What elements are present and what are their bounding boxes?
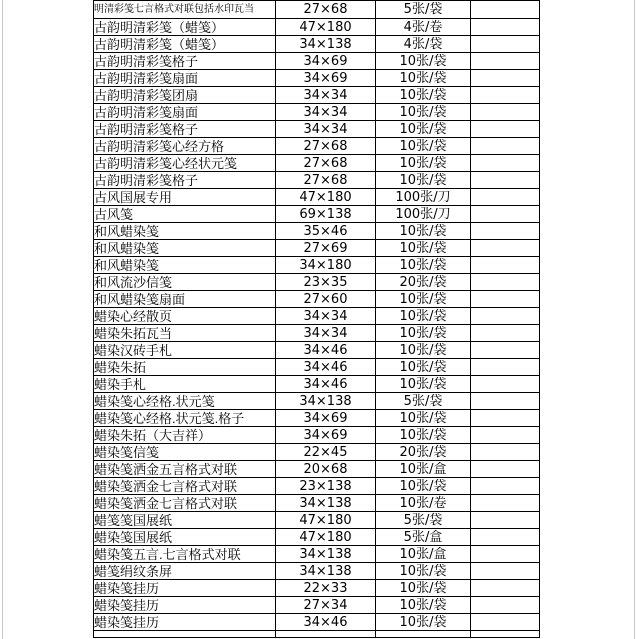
pack-quantity-cell[interactable]: 10张/袋 <box>376 155 471 172</box>
product-name-cell[interactable]: 古韵明清彩笺（蜡笺） <box>94 19 276 36</box>
empty-cell[interactable] <box>471 1 540 19</box>
empty-cell[interactable] <box>471 308 540 325</box>
page-edge-right <box>634 0 635 639</box>
pack-quantity-cell[interactable]: 10张/袋 <box>376 104 471 121</box>
empty-cell[interactable] <box>471 342 540 359</box>
size-cell[interactable]: 27×68 <box>276 1 376 19</box>
size-cell[interactable]: 22×45 <box>276 444 376 461</box>
pack-quantity-cell[interactable]: 5张/袋 <box>376 393 471 410</box>
product-name-cell[interactable]: 蜡染笺国展纸 <box>94 529 276 546</box>
size-cell[interactable]: 34×69 <box>276 410 376 427</box>
pack-quantity-cell[interactable]: 10张/卷 <box>376 495 471 512</box>
table-row <box>94 223 540 240</box>
pack-quantity-cell[interactable]: 10张/袋 <box>376 359 471 376</box>
pack-quantity-cell[interactable]: 10张/袋 <box>376 87 471 104</box>
size-cell[interactable]: 34×138 <box>276 546 376 563</box>
product-name-cell[interactable]: 古韵明清彩笺（蜡笺） <box>94 36 276 53</box>
size-cell[interactable]: 34×180 <box>276 257 376 274</box>
product-name-cell[interactable]: 古韵明清彩笺格子 <box>94 53 276 70</box>
table-row <box>94 529 540 546</box>
page-edge-left <box>2 0 3 639</box>
pack-quantity-cell[interactable]: 4张/袋 <box>376 36 471 53</box>
size-cell[interactable]: 35×46 <box>276 223 376 240</box>
pack-quantity-cell[interactable]: 10张/盒 <box>376 546 471 563</box>
product-name-cell[interactable]: 蜡染心经散页 <box>94 308 276 325</box>
pack-quantity-cell[interactable]: 10张/袋 <box>376 121 471 138</box>
product-name-cell[interactable]: 蜡染手札 <box>94 376 276 393</box>
table-row <box>94 291 540 308</box>
size-cell[interactable]: 69×138 <box>276 206 376 223</box>
table-row <box>94 274 540 291</box>
product-name-cell[interactable]: 蜡染笺挂历 <box>94 580 276 597</box>
empty-cell[interactable] <box>471 291 540 308</box>
empty-cell[interactable] <box>471 427 540 444</box>
empty-cell[interactable] <box>471 257 540 274</box>
table-row <box>94 87 540 104</box>
product-name-cell[interactable]: 蜡染笺洒金七言格式对联 <box>94 495 276 512</box>
table-row <box>94 495 540 512</box>
table-row <box>94 240 540 257</box>
empty-cell[interactable] <box>471 206 540 223</box>
size-cell[interactable]: 34×138 <box>276 393 376 410</box>
product-name-cell[interactable]: 古韵明清彩笺心经状元笺 <box>94 155 276 172</box>
product-name-cell[interactable]: 蜡染笺心经格.状元笺.格子 <box>94 410 276 427</box>
pack-quantity-cell[interactable]: 10张/袋 <box>376 376 471 393</box>
size-cell[interactable]: 47×180 <box>276 19 376 36</box>
pack-quantity-cell[interactable]: 10张/袋 <box>376 478 471 495</box>
size-cell[interactable]: 20×68 <box>276 461 376 478</box>
price-table <box>93 0 540 638</box>
pack-quantity-cell[interactable]: 10张/盒 <box>376 461 471 478</box>
empty-cell[interactable] <box>471 444 540 461</box>
table-row <box>94 155 540 172</box>
size-cell[interactable]: 34×69 <box>276 427 376 444</box>
pack-quantity-cell[interactable]: 10张/袋 <box>376 410 471 427</box>
pack-quantity-cell[interactable]: 10张/袋 <box>376 138 471 155</box>
product-name-cell[interactable]: 和风流沙信笺 <box>94 274 276 291</box>
empty-cell[interactable] <box>471 70 540 87</box>
pack-quantity-cell[interactable]: 100张/刀 <box>376 206 471 223</box>
empty-cell[interactable] <box>471 393 540 410</box>
table-row <box>94 563 540 580</box>
empty-cell[interactable] <box>471 529 540 546</box>
empty-cell[interactable] <box>471 36 540 53</box>
pack-quantity-cell[interactable]: 10张/袋 <box>376 308 471 325</box>
table-row <box>94 597 540 614</box>
pack-quantity-cell[interactable]: 10张/袋 <box>376 291 471 308</box>
pack-quantity-cell[interactable]: 10张/袋 <box>376 172 471 189</box>
table-row <box>94 19 540 36</box>
product-name-cell[interactable]: 蜡染朱拓（大吉祥） <box>94 427 276 444</box>
empty-cell[interactable] <box>471 478 540 495</box>
pack-quantity-cell[interactable]: 10张/袋 <box>376 597 471 614</box>
empty-cell[interactable] <box>471 359 540 376</box>
pack-quantity-cell[interactable]: 10张/袋 <box>376 580 471 597</box>
product-name-cell[interactable]: 古风国展专用 <box>94 189 276 206</box>
size-cell[interactable]: 34×69 <box>276 53 376 70</box>
empty-cell[interactable] <box>276 631 376 638</box>
table-row <box>94 342 540 359</box>
pack-quantity-cell[interactable]: 10张/袋 <box>376 223 471 240</box>
product-name-cell[interactable]: 和风蜡染笺 <box>94 240 276 257</box>
empty-cell[interactable] <box>471 104 540 121</box>
empty-cell[interactable] <box>376 631 471 638</box>
empty-cell[interactable] <box>471 410 540 427</box>
size-cell[interactable]: 34×46 <box>276 614 376 631</box>
size-cell[interactable]: 34×34 <box>276 104 376 121</box>
table-row <box>94 104 540 121</box>
size-cell[interactable]: 34×34 <box>276 325 376 342</box>
size-cell[interactable]: 47×180 <box>276 512 376 529</box>
pack-quantity-cell[interactable]: 10张/袋 <box>376 257 471 274</box>
size-cell[interactable]: 27×60 <box>276 291 376 308</box>
size-cell[interactable]: 34×69 <box>276 70 376 87</box>
size-cell[interactable]: 23×35 <box>276 274 376 291</box>
empty-cell[interactable] <box>471 597 540 614</box>
table-row <box>94 189 540 206</box>
price-table-body <box>94 1 540 638</box>
product-name-cell[interactable]: 和风蜡染笺 <box>94 223 276 240</box>
table-row <box>94 53 540 70</box>
empty-cell[interactable] <box>471 172 540 189</box>
empty-cell[interactable] <box>471 87 540 104</box>
product-name-cell[interactable]: 古韵明清彩笺扇面 <box>94 104 276 121</box>
empty-cell[interactable] <box>471 631 540 638</box>
product-name-cell[interactable]: 明清彩笺七言格式对联包括水印瓦当 <box>94 1 276 19</box>
table-row <box>94 138 540 155</box>
product-name-cell[interactable]: 古风笺 <box>94 206 276 223</box>
table-row <box>94 614 540 631</box>
table-row <box>94 172 540 189</box>
product-name-cell[interactable]: 蜡笺笺国展纸 <box>94 512 276 529</box>
pack-quantity-cell[interactable]: 10张/袋 <box>376 342 471 359</box>
pack-quantity-cell[interactable]: 20张/袋 <box>376 274 471 291</box>
table-row <box>94 393 540 410</box>
table-row <box>94 325 540 342</box>
size-cell[interactable]: 34×46 <box>276 342 376 359</box>
empty-cell[interactable] <box>471 614 540 631</box>
empty-cell[interactable] <box>471 495 540 512</box>
table-row <box>94 36 540 53</box>
table-row <box>94 444 540 461</box>
empty-cell[interactable] <box>471 461 540 478</box>
pack-quantity-cell[interactable]: 10张/袋 <box>376 70 471 87</box>
table-row <box>94 580 540 597</box>
product-name-cell[interactable]: 和风蜡染笺扇面 <box>94 291 276 308</box>
product-name-cell[interactable]: 和风蜡染笺 <box>94 257 276 274</box>
table-row <box>94 461 540 478</box>
pack-quantity-cell[interactable]: 10张/袋 <box>376 240 471 257</box>
pack-quantity-cell[interactable]: 100张/刀 <box>376 189 471 206</box>
table-row <box>94 376 540 393</box>
size-cell[interactable]: 34×46 <box>276 359 376 376</box>
table-row <box>94 121 540 138</box>
size-cell[interactable]: 27×69 <box>276 240 376 257</box>
table-row <box>94 427 540 444</box>
empty-cell[interactable] <box>471 274 540 291</box>
table-row <box>94 512 540 529</box>
product-name-cell[interactable]: 古韵明清彩笺扇面 <box>94 70 276 87</box>
empty-cell[interactable] <box>471 138 540 155</box>
empty-cell[interactable] <box>471 19 540 36</box>
size-cell[interactable]: 27×68 <box>276 155 376 172</box>
pack-quantity-cell[interactable]: 10张/袋 <box>376 427 471 444</box>
size-cell[interactable]: 34×138 <box>276 495 376 512</box>
size-cell[interactable]: 34×34 <box>276 87 376 104</box>
size-cell[interactable]: 34×138 <box>276 563 376 580</box>
empty-cell[interactable] <box>471 240 540 257</box>
size-cell[interactable]: 27×68 <box>276 138 376 155</box>
table-row <box>94 359 540 376</box>
pack-quantity-cell[interactable]: 10张/袋 <box>376 53 471 70</box>
pack-quantity-cell[interactable]: 10张/袋 <box>376 614 471 631</box>
size-cell[interactable]: 47×180 <box>276 189 376 206</box>
product-name-cell[interactable]: 蜡染笺信笺 <box>94 444 276 461</box>
price-table-container <box>93 0 539 638</box>
product-name-cell[interactable]: 蜡染朱拓瓦当 <box>94 325 276 342</box>
product-name-cell[interactable]: 蜡染笺洒金五言格式对联 <box>94 461 276 478</box>
pack-quantity-cell[interactable]: 10张/袋 <box>376 563 471 580</box>
empty-cell[interactable] <box>94 631 276 638</box>
product-name-cell[interactable]: 蜡笺绢纹条屏 <box>94 563 276 580</box>
size-cell[interactable]: 34×34 <box>276 308 376 325</box>
pack-quantity-cell[interactable]: 20张/袋 <box>376 444 471 461</box>
empty-cell[interactable] <box>471 121 540 138</box>
empty-cell[interactable] <box>471 563 540 580</box>
empty-cell[interactable] <box>471 325 540 342</box>
size-cell[interactable]: 34×46 <box>276 376 376 393</box>
pack-quantity-cell[interactable]: 5张/盒 <box>376 529 471 546</box>
pack-quantity-cell[interactable]: 5张/袋 <box>376 512 471 529</box>
table-row <box>94 478 540 495</box>
size-cell[interactable]: 23×138 <box>276 478 376 495</box>
table-row-partial <box>94 631 540 638</box>
size-cell[interactable]: 27×68 <box>276 172 376 189</box>
table-row <box>94 257 540 274</box>
empty-cell[interactable] <box>471 155 540 172</box>
product-name-cell[interactable]: 蜡染笺挂历 <box>94 597 276 614</box>
empty-cell[interactable] <box>471 53 540 70</box>
product-name-cell[interactable]: 蜡染笺五言.七言格式对联 <box>94 546 276 563</box>
product-name-cell[interactable]: 古韵明清彩笺格子 <box>94 172 276 189</box>
table-row <box>94 410 540 427</box>
empty-cell[interactable] <box>471 546 540 563</box>
size-cell[interactable]: 27×34 <box>276 597 376 614</box>
product-name-cell[interactable]: 蜡染笺洒金七言格式对联 <box>94 478 276 495</box>
table-row <box>94 1 540 19</box>
product-name-cell[interactable]: 古韵明清彩笺心经方格 <box>94 138 276 155</box>
table-row <box>94 308 540 325</box>
size-cell[interactable]: 47×180 <box>276 529 376 546</box>
product-name-cell[interactable]: 古韵明清彩笺格子 <box>94 121 276 138</box>
product-name-cell[interactable]: 蜡染笺心经格.状元笺 <box>94 393 276 410</box>
empty-cell[interactable] <box>471 189 540 206</box>
size-cell[interactable]: 34×138 <box>276 36 376 53</box>
product-name-cell[interactable]: 蜡染笺挂历 <box>94 614 276 631</box>
table-row <box>94 206 540 223</box>
size-cell[interactable]: 22×33 <box>276 580 376 597</box>
pack-quantity-cell[interactable]: 4张/卷 <box>376 19 471 36</box>
empty-cell[interactable] <box>471 223 540 240</box>
product-name-cell[interactable]: 古韵明清彩笺团扇 <box>94 87 276 104</box>
table-row <box>94 546 540 563</box>
empty-cell[interactable] <box>471 512 540 529</box>
product-name-cell[interactable]: 蜡染汉砖手札 <box>94 342 276 359</box>
empty-cell[interactable] <box>471 580 540 597</box>
pack-quantity-cell[interactable]: 10张/袋 <box>376 325 471 342</box>
empty-cell[interactable] <box>471 376 540 393</box>
table-row <box>94 70 540 87</box>
size-cell[interactable]: 34×34 <box>276 121 376 138</box>
pack-quantity-cell[interactable]: 5张/袋 <box>376 1 471 19</box>
product-name-cell[interactable]: 蜡染朱拓 <box>94 359 276 376</box>
